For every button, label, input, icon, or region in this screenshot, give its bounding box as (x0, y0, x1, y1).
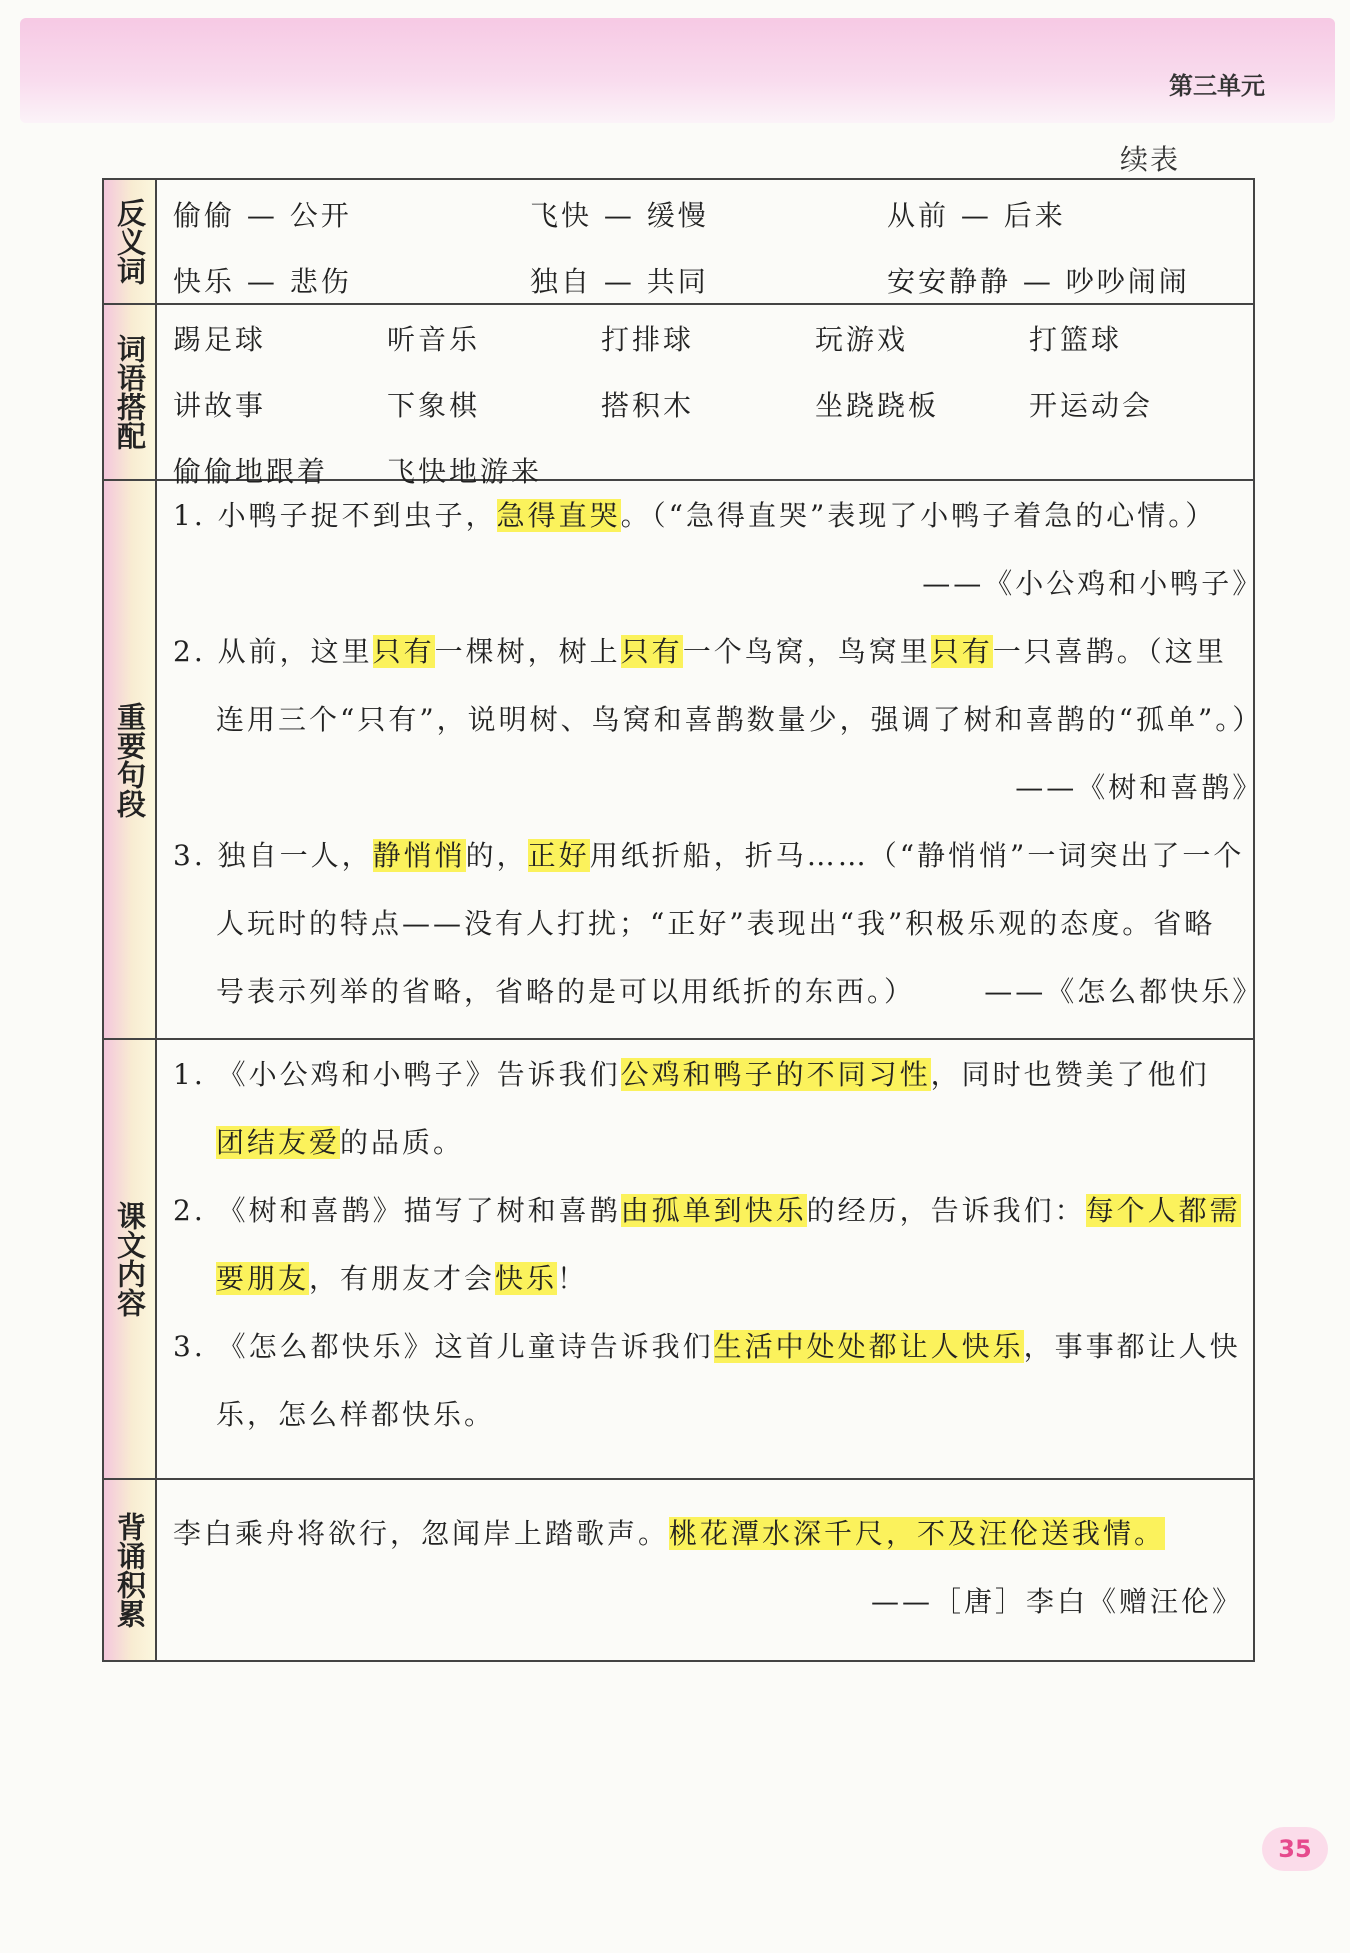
row-label: 课文内容 (104, 1040, 157, 1478)
sentence-2: 2. 从前，这里只有一棵树，树上只有一个鸟窝，鸟窝里只有一只喜鹊。（这里 (173, 635, 1227, 668)
key-sentences-content (157, 481, 1273, 1038)
sentence-2-line-2: 连用三个“只有”，说明树、鸟窝和喜鹊数量少，强调了树和喜鹊的“孤单”。） (216, 703, 1264, 736)
sentence-source: ——《小公鸡和小鸭子》 (922, 567, 1264, 600)
collocation-item: 听音乐 (387, 323, 481, 356)
row-label: 背诵积累 (104, 1480, 157, 1660)
key-sentences-row (104, 479, 1264, 1038)
recitation-row (104, 1478, 1253, 1660)
content-1: 1. 《小公鸡和小鸭子》告诉我们公鸡和鸭子的不同习性，同时也赞美了他们 (173, 1058, 1210, 1091)
text-content-row (104, 1038, 1253, 1478)
row-label: 词语搭配 (104, 305, 157, 479)
sentence-source: ——《怎么都快乐》 (984, 975, 1264, 1008)
content-2-line-2: 要朋友，有朋友才会快乐！ (216, 1262, 589, 1295)
sentence-3-line-2: 人玩时的特点——没有人打扰；“正好”表现出“我”积极乐观的态度。省略 (216, 907, 1216, 940)
unit-title: 第三单元 (1169, 72, 1265, 100)
antonyms-content (157, 180, 1253, 303)
antonym-pair: 快乐 — 悲伤 (173, 265, 352, 298)
collocation-item: 搭积木 (601, 389, 695, 422)
collocation-item: 打排球 (601, 323, 695, 356)
collocation-item: 开运动会 (1029, 389, 1154, 422)
antonyms-row (104, 180, 1253, 303)
antonym-pair: 安安静静 — 吵吵闹闹 (887, 265, 1190, 298)
poem-source: ——［唐］李白《赠汪伦》 (870, 1585, 1243, 1618)
collocations-content (157, 305, 1253, 488)
collocation-item: 飞快地游来 (387, 455, 543, 488)
recitation-content (157, 1480, 1253, 1660)
row-label: 重要句段 (104, 481, 157, 1038)
content-3: 3. 《怎么都快乐》这首儿童诗告诉我们生活中处处都让人快乐，事事都让人快 (173, 1330, 1241, 1363)
collocation-item: 玩游戏 (815, 323, 909, 356)
collocation-item: 坐跷跷板 (815, 389, 940, 422)
content-3-line-2: 乐，怎么样都快乐。 (216, 1398, 496, 1431)
collocation-item: 讲故事 (173, 389, 267, 422)
continued-label: 续表 (1119, 143, 1180, 176)
antonym-pair: 独自 — 共同 (530, 265, 709, 298)
collocation-item: 打篮球 (1029, 323, 1123, 356)
collocations-row (104, 303, 1253, 488)
antonym-pair: 飞快 — 缓慢 (530, 199, 709, 232)
summary-table (102, 178, 1264, 1662)
sentence-3-line-3: 号表示列举的省略，省略的是可以用纸折的东西。） ——《怎么都快乐》 (173, 958, 1263, 1026)
antonym-pair: 偷偷 — 公开 (173, 199, 352, 232)
content-1-line-2: 团结友爱的品质。 (216, 1126, 465, 1159)
page-number: 35 (1262, 1827, 1328, 1871)
content-2: 2. 《树和喜鹊》描写了树和喜鹊由孤单到快乐的经历，告诉我们：每个人都需 (173, 1194, 1241, 1227)
sentence-1: 1. 小鸭子捉不到虫子，急得直哭。（“急得直哭”表现了小鸭子着急的心情。） (173, 499, 1217, 532)
poem-lines: 李白乘舟将欲行，忽闻岸上踏歌声。桃花潭水深千尺，不及汪伦送我情。 (173, 1517, 1166, 1550)
collocation-item: 下象棋 (387, 389, 481, 422)
sentence-3: 3. 独自一人，静悄悄的，正好用纸折船，折马……（“静悄悄”一词突出了一个 (173, 839, 1245, 872)
collocation-item: 踢足球 (173, 323, 267, 356)
row-label: 反义词 (104, 180, 157, 303)
text-content-content (157, 1040, 1253, 1478)
header-band (20, 18, 1335, 123)
antonym-pair: 从前 — 后来 (887, 199, 1066, 232)
collocation-item: 偷偷地跟着 (173, 455, 329, 488)
sentence-source: ——《树和喜鹊》 (1015, 771, 1264, 804)
